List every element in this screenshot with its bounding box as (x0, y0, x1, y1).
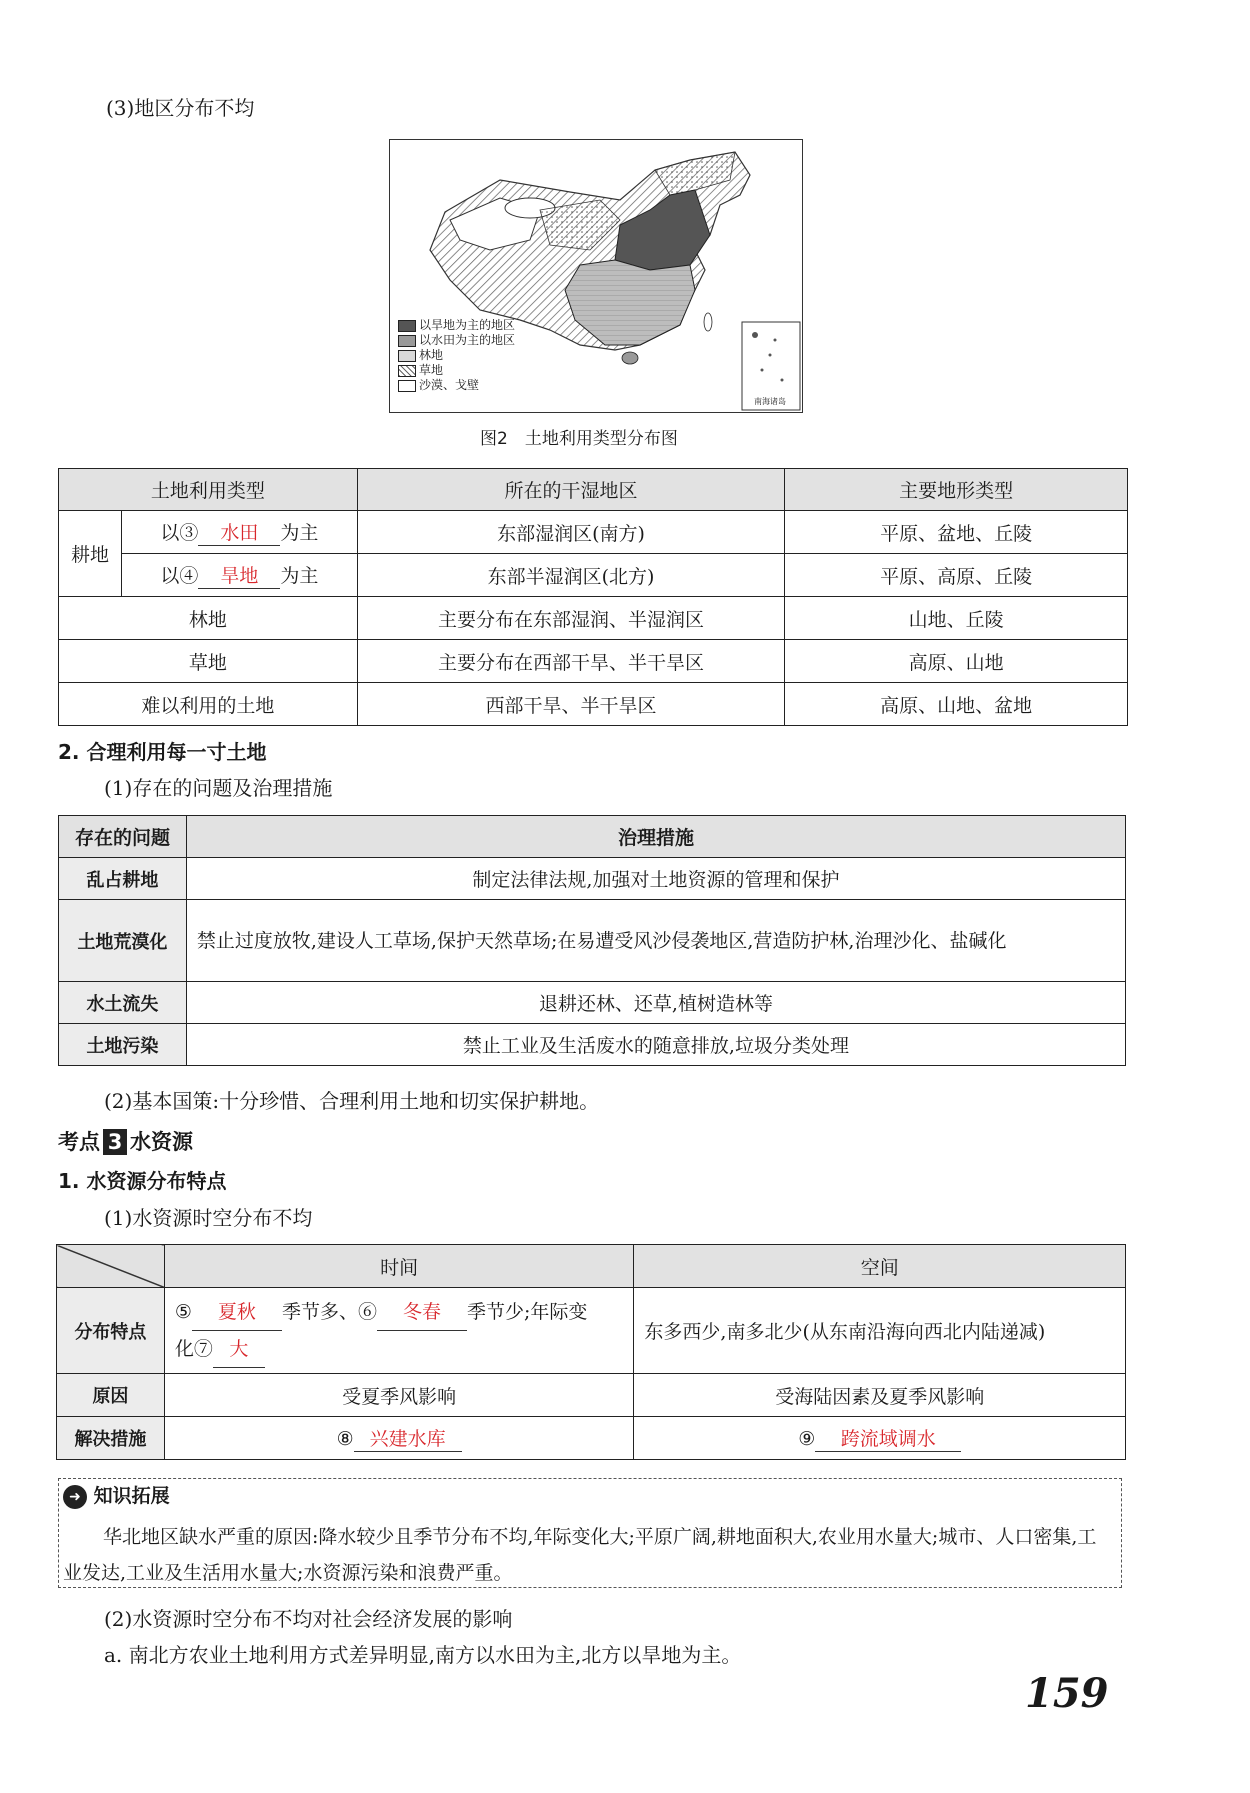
section-title-distribution: (3)地区分布不均 (106, 96, 255, 120)
legend-item-forest: 林地 (398, 348, 515, 363)
solution-time-cell: ⑧ 兴建水库 (164, 1417, 634, 1460)
extension-heading: ➜ 知识拓展 (63, 1483, 170, 1509)
diagonal-header-cell (57, 1245, 165, 1288)
kaodian-number-badge: 3 (103, 1129, 127, 1155)
map-legend (398, 318, 515, 393)
subsection-water-impact: (2)水资源时空分布不均对社会经济发展的影响 (104, 1607, 513, 1631)
subsection-water-uneven: (1)水资源时空分布不均 (104, 1206, 313, 1230)
legend-swatch (398, 365, 416, 377)
answer-winter-spring: 冬春 (377, 1294, 467, 1331)
row-label-solution: 解决措施 (57, 1417, 165, 1460)
water-table (56, 1244, 1126, 1460)
legend-item-paddy: 以水田为主的地区 (398, 333, 515, 348)
region-cell: 东部半湿润区(北方) (357, 554, 785, 597)
problem-cell: 乱占耕地 (59, 858, 187, 900)
legend-item-grassland: 草地 (398, 363, 515, 378)
terrain-cell: 山地、丘陵 (785, 597, 1128, 640)
header-measure: 治理措施 (186, 816, 1125, 858)
type-cell-forest: 林地 (59, 597, 358, 640)
region-cell: 主要分布在西部干旱、半干旱区 (357, 640, 785, 683)
legend-swatch (398, 380, 416, 392)
reason-time-cell: 受夏季风影响 (164, 1374, 634, 1417)
inset-label: 南海诸岛 (754, 397, 786, 406)
problems-table (58, 815, 1126, 1066)
terrain-cell: 高原、山地 (785, 640, 1128, 683)
problem-cell: 土地污染 (59, 1024, 187, 1066)
feature-time-cell: ⑤ 夏秋 季节多、⑥ 冬春 季节少;年际变 化⑦ 大 (164, 1288, 634, 1374)
answer-inter-basin-transfer: 跨流域调水 (815, 1424, 961, 1452)
map-caption: 图2 土地利用类型分布图 (480, 429, 678, 449)
measure-cell: 禁止工业及生活废水的随意排放,垃圾分类处理 (186, 1024, 1125, 1066)
arrow-right-icon: ➜ (63, 1485, 87, 1509)
type-cell-unusable: 难以利用的土地 (59, 683, 358, 726)
answer-summer-autumn: 夏秋 (192, 1294, 282, 1331)
farmland-label: 耕地 (59, 511, 122, 597)
measure-cell: 退耕还林、还草,植树造林等 (186, 982, 1125, 1024)
farmland-dryland-cell: 以④ 旱地 为主 (121, 554, 357, 597)
answer-dryland: 旱地 (198, 561, 280, 589)
point-a: a. 南北方农业土地利用方式差异明显,南方以水田为主,北方以旱地为主。 (104, 1643, 742, 1667)
region-cell: 主要分布在东部湿润、半湿润区 (357, 597, 785, 640)
farmland-paddy-cell: 以③ 水田 为主 (121, 511, 357, 554)
header-space: 空间 (634, 1245, 1126, 1288)
legend-swatch (398, 335, 416, 347)
legend-item-desert: 沙漠、戈壁 (398, 378, 515, 393)
row-label-reason: 原因 (57, 1374, 165, 1417)
terrain-cell: 高原、山地、盆地 (785, 683, 1128, 726)
measure-cell: 制定法律法规,加强对土地资源的管理和保护 (186, 858, 1125, 900)
answer-build-reservoir: 兴建水库 (354, 1424, 462, 1452)
header-time: 时间 (164, 1245, 634, 1288)
answer-paddy: 水田 (198, 518, 280, 546)
terrain-cell: 平原、盆地、丘陵 (785, 511, 1128, 554)
kaodian-heading: 考点 3 水资源 (58, 1130, 193, 1154)
type-cell-grassland: 草地 (59, 640, 358, 683)
region-cell: 东部湿润区(南方) (357, 511, 785, 554)
land-use-table (58, 468, 1128, 726)
header-terrain: 主要地形类型 (785, 469, 1128, 511)
reason-space-cell: 受海陆因素及夏季风影响 (634, 1374, 1126, 1417)
region-cell: 西部干旱、半干旱区 (357, 683, 785, 726)
basic-policy: (2)基本国策:十分珍惜、合理利用土地和切实保护耕地。 (104, 1089, 600, 1113)
row-label-feature: 分布特点 (57, 1288, 165, 1374)
page-number: 159 (1025, 1670, 1109, 1717)
header-land-type: 土地利用类型 (59, 469, 358, 511)
extension-text: 华北地区缺水严重的原因:降水较少且季节分布不均,年际变化大;平原广阔,耕地面积大,农业用水量大;城市、人口密集,工业发达,工业及生活用水量大;水资源污染和浪费严重。 (63, 1526, 1097, 1584)
header-region: 所在的干湿地区 (357, 469, 785, 511)
land-use-map (389, 139, 803, 413)
section-title-rational-use: 2. 合理利用每一寸土地 (58, 740, 267, 764)
header-problem: 存在的问题 (59, 816, 187, 858)
legend-swatch (398, 320, 416, 332)
subsection-problems: (1)存在的问题及治理措施 (104, 776, 333, 800)
answer-large: 大 (213, 1331, 265, 1368)
knowledge-extension-box (58, 1478, 1122, 1588)
section-title-water-distribution: 1. 水资源分布特点 (58, 1169, 227, 1193)
terrain-cell: 平原、高原、丘陵 (785, 554, 1128, 597)
legend-item-dry-farmland: 以旱地为主的地区 (398, 318, 515, 333)
problem-cell: 水土流失 (59, 982, 187, 1024)
measure-cell: 禁止过度放牧,建设人工草场,保护天然草场;在易遭受风沙侵袭地区,营造防护林,治理沙化、盐碱化 (186, 900, 1125, 982)
feature-space-cell: 东多西少,南多北少(从东南沿海向西北内陆递减) (634, 1288, 1126, 1374)
problem-cell: 土地荒漠化 (59, 900, 187, 982)
legend-swatch (398, 350, 416, 362)
solution-space-cell: ⑨ 跨流域调水 (634, 1417, 1126, 1460)
